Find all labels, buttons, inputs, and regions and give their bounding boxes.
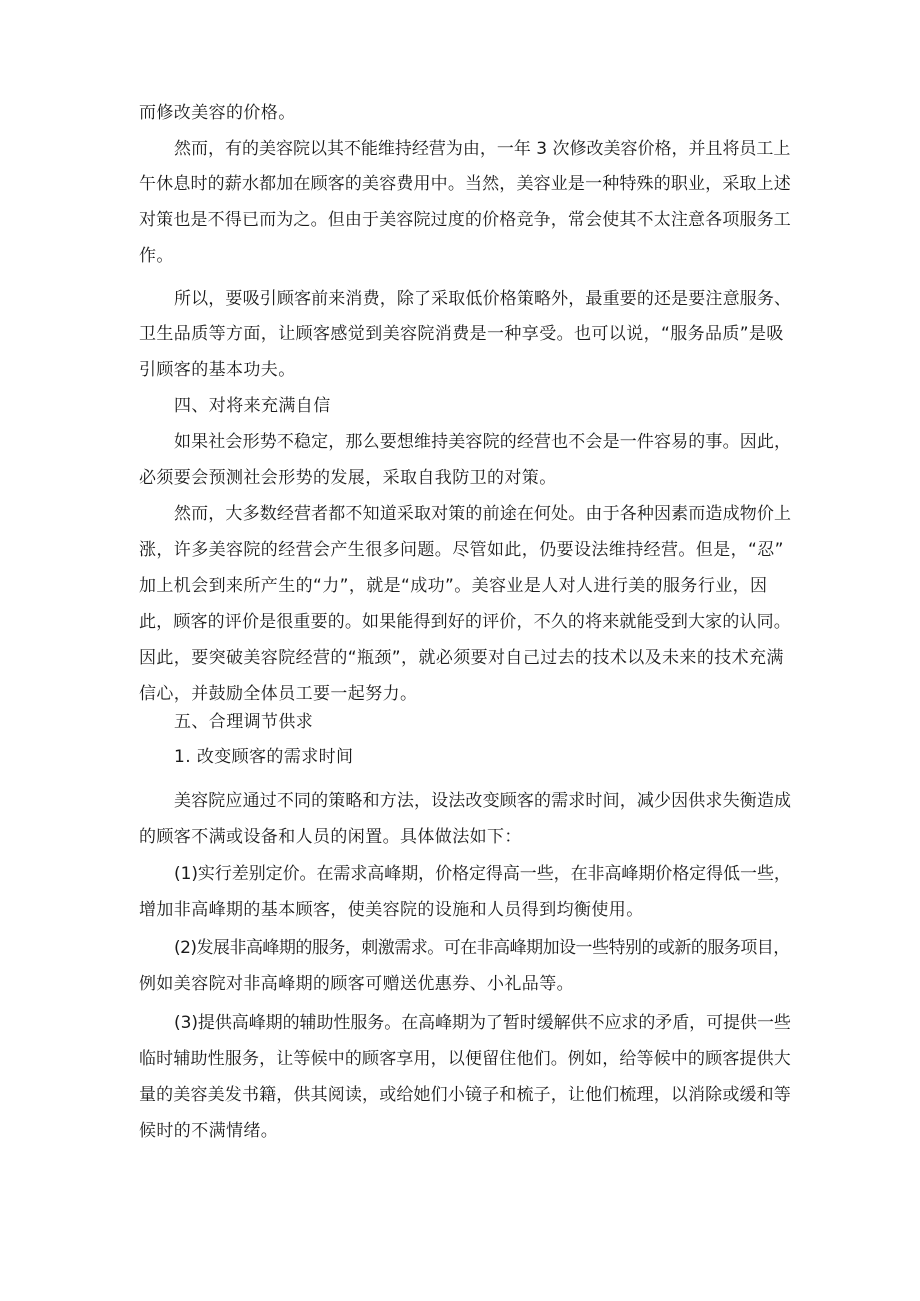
text-line: 而修改美容的价格。 [139,103,296,123]
text-line: 临时辅助性服务，让等候中的顾客享用，以便留住他们。例如，给等候中的顾客提供大 [139,1049,791,1069]
text-line: (3)提供高峰期的辅助性服务。在高峰期为了暂时缓解供不应求的矛盾，可提供一些 [174,1013,791,1033]
text-line: 信心，并鼓励全体员工要一起努力。 [139,684,418,704]
text-line: 作。 [139,246,174,266]
text-line: 此，顾客的评价是很重要的。如果能得到好的评价，不久的将来就能受到大家的认同。 [139,612,791,632]
text-line: 增加非高峰期的基本顾客，使美容院的设施和人员得到均衡使用。 [139,900,644,920]
text-line: 引顾客的基本功夫。 [139,360,296,380]
text-line: 然而，大多数经营者都不知道采取对策的前途在何处。由于各种因素而造成物价上 [174,504,792,524]
text-line: (2)发展非高峰期的服务，刺激需求。可在非高峰期加设一些特别的或新的服务项目， [174,938,790,958]
subsection-heading: 1. 改变顾客的需求时间 [174,747,354,767]
text-line: 涨，许多美容院的经营会产生很多问题。尽管如此，仍要设法维持经营。但是，“忍” [139,540,784,560]
text-line: 量的美容美发书籍，供其阅读，或给她们小镜子和梳子，让他们梳理，以消除或缓和等 [139,1085,791,1105]
text-line: 候时的不满情绪。 [139,1121,279,1141]
text-line: 美容院应通过不同的策略和方法，设法改变顾客的需求时间，减少因供求失衡造成 [174,791,792,811]
text-line: 的顾客不满或设备和人员的闲置。具体做法如下： [139,827,522,847]
text-line: 因此，要突破美容院经营的“瓶颈”，就必须要对自己过去的技术以及未来的技术充满 [139,648,784,668]
text-line: 对策也是不得已而为之。但由于美容院过度的价格竞争，常会使其不太注意各项服务工 [139,210,791,230]
text-line: 必须要会预测社会形势的发展，采取自我防卫的对策。 [139,468,557,488]
text-line: 所以，要吸引顾客前来消费，除了采取低价格策略外，最重要的还是要注意服务、 [174,289,792,309]
text-line: 卫生品质等方面，让顾客感觉到美容院消费是一种享受。也可以说，“服务品质”是吸 [139,324,784,344]
text-line: 如果社会形势不稳定，那么要想维持美容院的经营也不会是一件容易的事。因此， [174,432,792,452]
text-line: 午休息时的薪水都加在顾客的美容费用中。当然，美容业是一种特殊的职业，采取上述 [139,174,791,194]
text-line: 例如美容院对非高峰期的顾客可赠送优惠券、小礼品等。 [139,974,574,994]
text-line: (1)实行差别定价。在需求高峰期，价格定得高一些，在非高峰期价格定得低一些， [174,864,791,884]
text-line: 加上机会到来所产生的“力”，就是“成功”。美容业是人对人进行美的服务行业，因 [139,576,768,596]
text-line: 然而，有的美容院以其不能维持经营为由，一年 3 次修改美容价格，并且将员工上 [174,139,791,159]
section-heading: 四、对将来充满自信 [174,396,331,416]
section-heading: 五、合理调节供求 [174,712,314,732]
